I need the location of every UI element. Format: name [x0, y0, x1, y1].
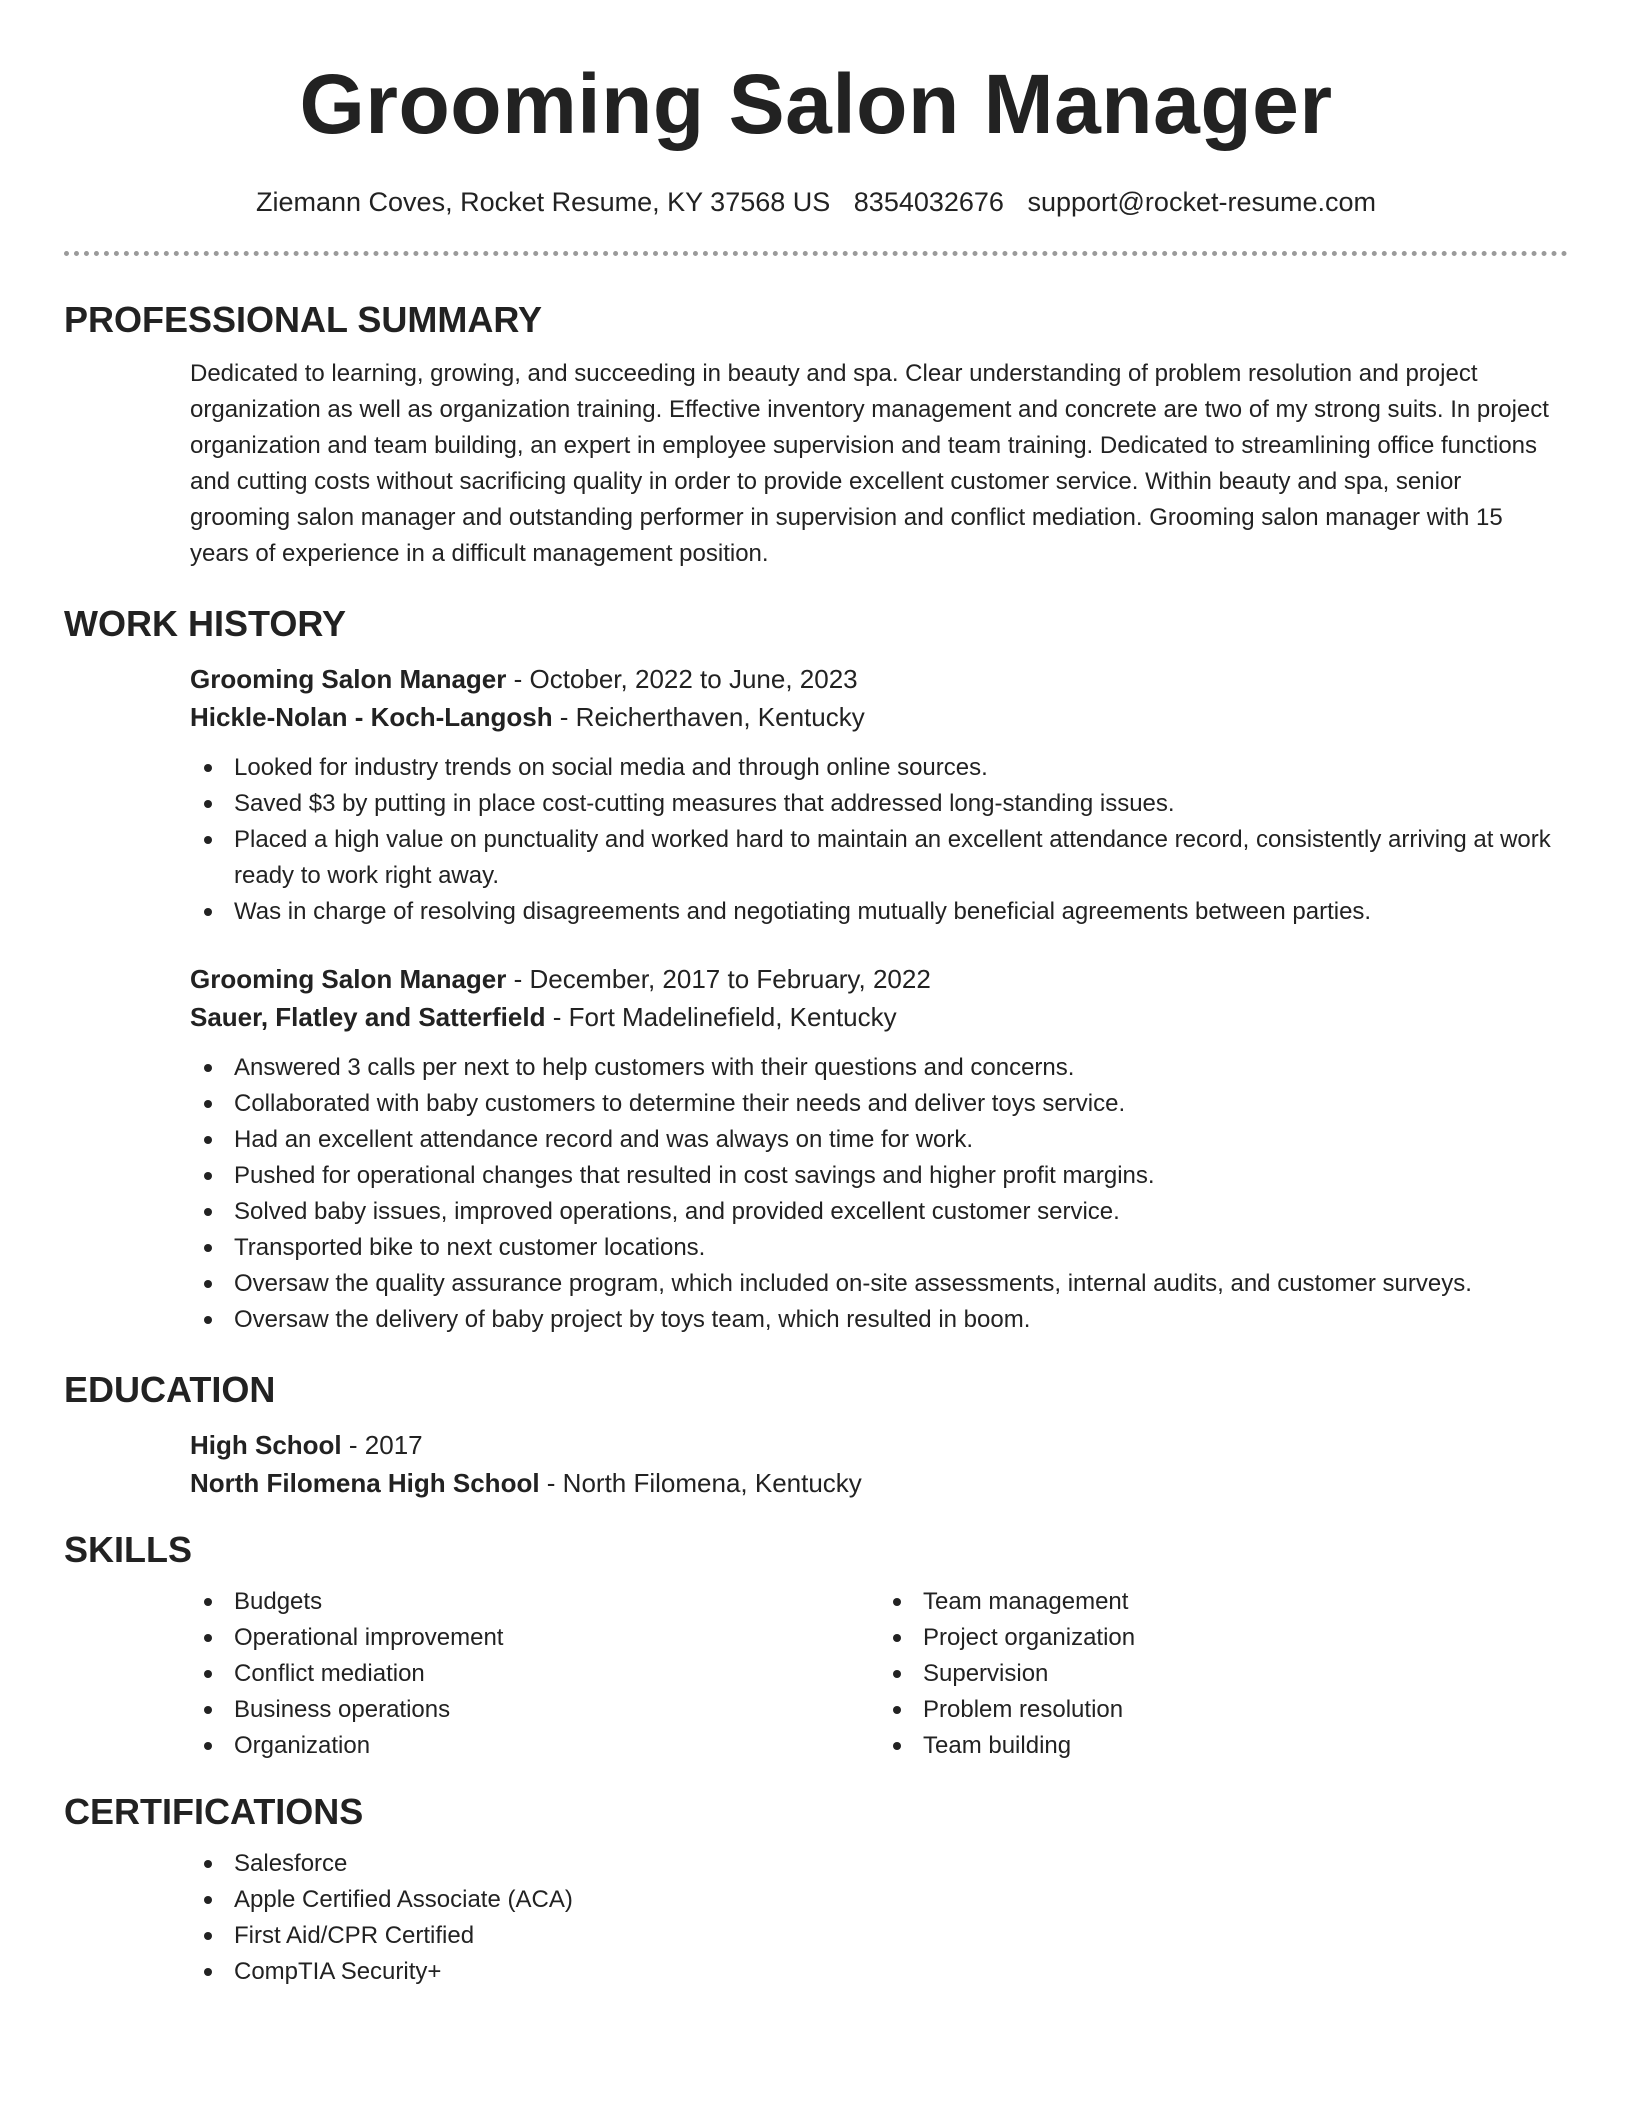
education-degree-line [190, 1426, 1568, 1464]
education-section [64, 1426, 1568, 1502]
bullet-dot [204, 1860, 212, 1868]
list-item [923, 1584, 1568, 1620]
contact-phone: 8354032676 [853, 187, 1004, 217]
bullet-dot [893, 1706, 901, 1714]
skill-text: Operational improvement [234, 1624, 504, 1651]
job-location: - Reicherthaven, Kentucky [552, 702, 865, 732]
work-history-heading: WORK HISTORY [64, 603, 347, 644]
list-item [234, 1620, 879, 1656]
summary-text: Dedicated to learning, growing, and succeeding in beauty and spa. Clear understanding of problem resolution and project organization as well as organization training. Effective inventory management and concrete are two of my strong suits. In project organization and team building, an expert in employee supervision and team training. Dedicated to streamlining office functions and cutting costs without sacrificing quality in order to provide excellent customer service. Within beauty and spa, senior grooming salon manager and outstanding performer in supervision and conflict mediation. Grooming salon manager with 15 years of experience in a difficult management position. [190, 360, 1549, 567]
skills-column-right [879, 1584, 1568, 1764]
job-role: Grooming Salon Manager [190, 964, 507, 994]
bullet-dot [204, 1280, 212, 1288]
header-divider [64, 251, 1568, 256]
certification-text: CompTIA Security+ [234, 1958, 442, 1985]
list-item-text: Was in charge of resolving disagreements and negotiating mutually beneficial agreements between parties. [234, 898, 1372, 925]
skills-heading: SKILLS [64, 1529, 193, 1570]
list-item [234, 1882, 1568, 1918]
list-item-text: Pushed for operational changes that resulted in cost savings and higher profit margins. [234, 1162, 1155, 1189]
summary-section [64, 356, 1568, 572]
job-entry [190, 960, 1568, 1338]
list-item-text: Saved $3 by putting in place cost-cutting measures that addressed long-standing issues. [234, 790, 1175, 817]
education-degree: High School [190, 1430, 342, 1460]
summary-heading: PROFESSIONAL SUMMARY [64, 299, 543, 340]
list-item [234, 1158, 1568, 1194]
list-item [923, 1620, 1568, 1656]
bullet-dot [204, 1064, 212, 1072]
contact-address: Ziemann Coves, Rocket Resume, KY 37568 US [255, 187, 831, 217]
list-item [234, 1918, 1568, 1954]
skill-text: Team management [923, 1588, 1129, 1615]
list-item [234, 1728, 879, 1764]
certification-text: First Aid/CPR Certified [234, 1922, 475, 1949]
skill-text: Conflict mediation [234, 1660, 425, 1687]
bullet-dot [204, 1896, 212, 1904]
skill-text: Budgets [234, 1588, 323, 1615]
list-item [234, 1846, 1568, 1882]
bullet-dot [204, 1634, 212, 1642]
bullet-dot [204, 1208, 212, 1216]
list-item [234, 1086, 1568, 1122]
bullet-dot [204, 1316, 212, 1324]
job-dates: - December, 2017 to February, 2022 [506, 964, 931, 994]
bullet-dot [204, 908, 212, 916]
bullet-dot [893, 1670, 901, 1678]
bullet-dot [204, 1598, 212, 1606]
skills-section [64, 1584, 1568, 1764]
skill-text: Organization [234, 1732, 371, 1759]
job-title-line [190, 660, 1568, 698]
list-item-text: Oversaw the quality assurance program, which included on-site assessments, internal audits, and customer surveys. [234, 1270, 1472, 1297]
list-item [234, 1584, 879, 1620]
list-item-text: Looked for industry trends on social media and through online sources. [234, 754, 988, 781]
list-item-text: Solved baby issues, improved operations, and provided excellent customer service. [234, 1198, 1120, 1225]
contact-line [64, 185, 1568, 219]
bullet-dot [204, 1670, 212, 1678]
bullet-dot [204, 1172, 212, 1180]
list-item [234, 1122, 1568, 1158]
list-item [923, 1656, 1568, 1692]
job-dates: - October, 2022 to June, 2023 [506, 664, 858, 694]
list-item [234, 750, 1568, 786]
skills-column-left [190, 1584, 879, 1764]
list-item-text: Answered 3 calls per next to help customers with their questions and concerns. [234, 1054, 1075, 1081]
list-item-text: Had an excellent attendance record and was always on time for work. [234, 1126, 974, 1153]
list-item [234, 822, 1568, 894]
bullet-dot [204, 764, 212, 772]
list-item-text: Transported bike to next customer locations. [234, 1234, 706, 1261]
skill-text: Supervision [923, 1660, 1049, 1687]
bullet-dot [204, 1706, 212, 1714]
list-item [234, 1230, 1568, 1266]
job-bullets [190, 1050, 1568, 1338]
bullet-dot [204, 1742, 212, 1750]
job-title-line [190, 960, 1568, 998]
skill-text: Business operations [234, 1696, 451, 1723]
certification-text: Apple Certified Associate (ACA) [234, 1886, 573, 1913]
certifications-heading: CERTIFICATIONS [64, 1791, 364, 1832]
resume-name: Grooming Salon Manager [299, 57, 1333, 151]
list-item [234, 1266, 1568, 1302]
contact-email: support@rocket-resume.com [1027, 187, 1376, 217]
job-entry [190, 660, 1568, 930]
job-company: Sauer, Flatley and Satterfield [190, 1002, 546, 1032]
list-item [234, 1656, 879, 1692]
education-heading: EDUCATION [64, 1369, 276, 1410]
job-company: Hickle-Nolan - Koch-Langosh [190, 702, 553, 732]
list-item [234, 1692, 879, 1728]
skill-text: Team building [923, 1732, 1072, 1759]
bullet-dot [204, 1136, 212, 1144]
certification-text: Salesforce [234, 1850, 348, 1877]
list-item-text: Placed a high value on punctuality and worked hard to maintain an excellent attendance record, consistently arriving at work ready to work right away. [234, 826, 1551, 889]
list-item [234, 1194, 1568, 1230]
list-item [234, 1050, 1568, 1086]
bullet-dot [893, 1742, 901, 1750]
bullet-dot [893, 1634, 901, 1642]
bullet-dot [204, 1968, 212, 1976]
bullet-dot [893, 1598, 901, 1606]
job-company-line [190, 998, 1568, 1036]
bullet-dot [204, 1932, 212, 1940]
job-role: Grooming Salon Manager [190, 664, 507, 694]
list-item-text: Oversaw the delivery of baby project by toys team, which resulted in boom. [234, 1306, 1031, 1333]
list-item [234, 1302, 1568, 1338]
bullet-dot [204, 1244, 212, 1252]
certifications-section [64, 1846, 1568, 1990]
list-item-text: Collaborated with baby customers to determine their needs and deliver toys service. [234, 1090, 1126, 1117]
job-location: - Fort Madelinefield, Kentucky [545, 1002, 897, 1032]
education-location: - North Filomena, Kentucky [539, 1468, 862, 1498]
list-item [234, 894, 1568, 930]
education-school-line [190, 1464, 1568, 1502]
job-company-line [190, 698, 1568, 736]
work-history-section [64, 660, 1568, 1338]
list-item [923, 1692, 1568, 1728]
bullet-dot [204, 800, 212, 808]
list-item [923, 1728, 1568, 1764]
skill-text: Problem resolution [923, 1696, 1124, 1723]
skill-text: Project organization [923, 1624, 1136, 1651]
skills-grid [190, 1584, 1568, 1764]
bullet-dot [204, 1100, 212, 1108]
list-item [234, 786, 1568, 822]
list-item [234, 1954, 1568, 1990]
certifications-list [190, 1846, 1568, 1990]
education-school: North Filomena High School [190, 1468, 540, 1498]
job-bullets [190, 750, 1568, 930]
education-year: - 2017 [341, 1430, 423, 1460]
bullet-dot [204, 836, 212, 844]
